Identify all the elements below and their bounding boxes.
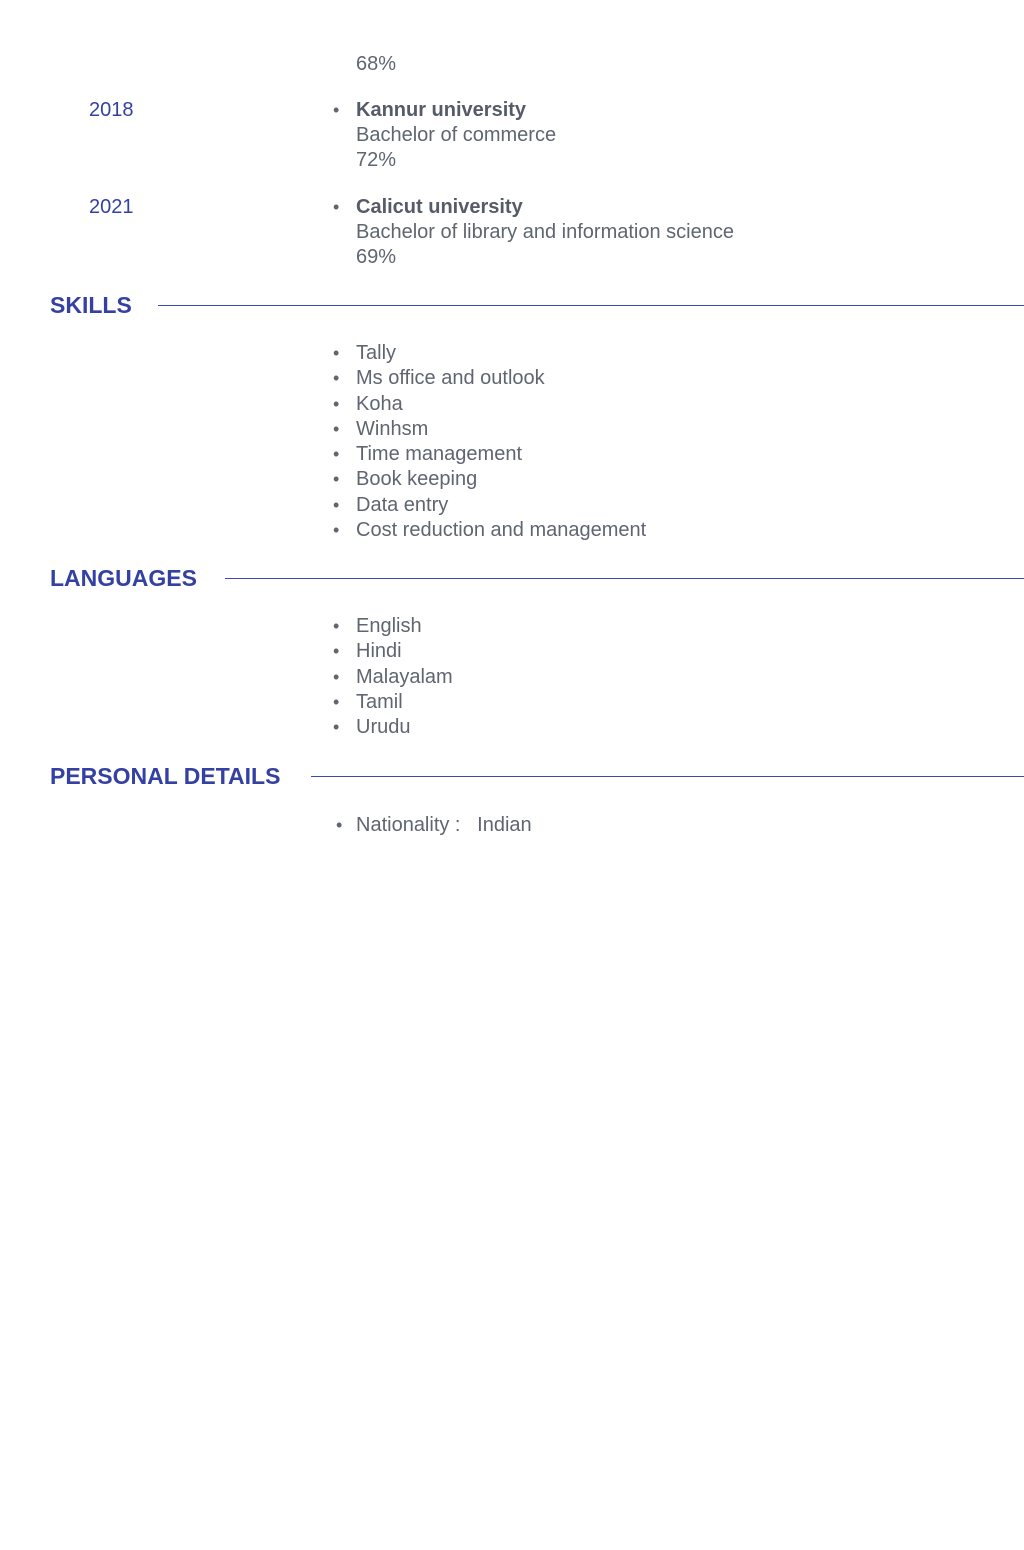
education-degree: Bachelor of library and information science [356,221,734,243]
language-label: Urudu [356,716,411,739]
list-item [0,467,1024,492]
skill-label: Cost reduction and management [356,519,647,542]
skill-label: Winhsm [356,417,429,440]
education-details [356,195,734,270]
education-year: 2021 [89,196,134,218]
list-item [0,518,1024,543]
bullet-icon: • [333,616,340,636]
education-previous-score: 68% [356,53,397,75]
nationality-row [0,813,1024,839]
nationality-value: Indian [477,814,532,836]
list-item [0,614,1024,639]
bullet-icon: • [333,418,340,439]
bullet-icon: • [333,197,340,217]
language-label: Malayalam [356,665,453,688]
skill-label: Ms office and outlook [356,367,545,390]
skill-label: Time management [356,443,522,466]
bullet-icon: • [333,343,340,363]
personal-details-section-header [50,761,1024,791]
list-item [0,442,1024,467]
language-label: Tamil [356,690,403,713]
list-item [0,493,1024,518]
skill-label: Tally [356,342,397,364]
bullet-icon: • [333,494,340,515]
list-item [0,392,1024,417]
language-label: Hindi [356,640,402,663]
education-year: 2018 [89,99,134,121]
languages-section-header [50,563,1024,593]
bullet-icon: • [333,717,340,738]
list-item [0,417,1024,442]
bullet-icon: • [333,100,340,120]
bullet-icon: • [333,393,340,414]
education-institution: Kannur university [356,99,527,121]
bullet-icon: • [333,641,340,662]
list-item [0,341,1024,366]
list-item [0,665,1024,690]
personal-details-heading: PERSONAL DETAILS [50,763,281,789]
education-score: 72% [356,149,397,171]
skill-label: Koha [356,392,403,415]
bullet-icon: • [333,666,340,687]
skill-label: Book keeping [356,468,478,491]
nationality-text [356,813,532,838]
education-degree: Bachelor of commerce [356,124,557,146]
languages-list [0,614,1024,740]
languages-heading: LANGUAGES [50,565,197,591]
list-item [0,639,1024,664]
bullet-icon: • [336,815,343,835]
education-details [356,98,556,173]
language-label: English [356,615,422,637]
list-item [0,715,1024,740]
nationality-label: Nationality : [356,814,461,836]
bullet-icon: • [333,469,340,490]
skills-section-header [50,290,1024,320]
list-item [0,366,1024,391]
bullet-icon: • [333,691,340,712]
skill-label: Data entry [356,493,449,516]
education-institution: Calicut university [356,196,523,218]
skills-heading: SKILLS [50,292,132,318]
skills-list [0,341,1024,543]
education-score: 69% [356,246,397,268]
bullet-icon: • [333,444,340,465]
section-divider [225,578,1024,579]
section-divider [311,776,1024,777]
section-divider [158,305,1024,306]
bullet-icon: • [333,368,340,389]
bullet-icon: • [333,520,340,541]
list-item [0,690,1024,715]
